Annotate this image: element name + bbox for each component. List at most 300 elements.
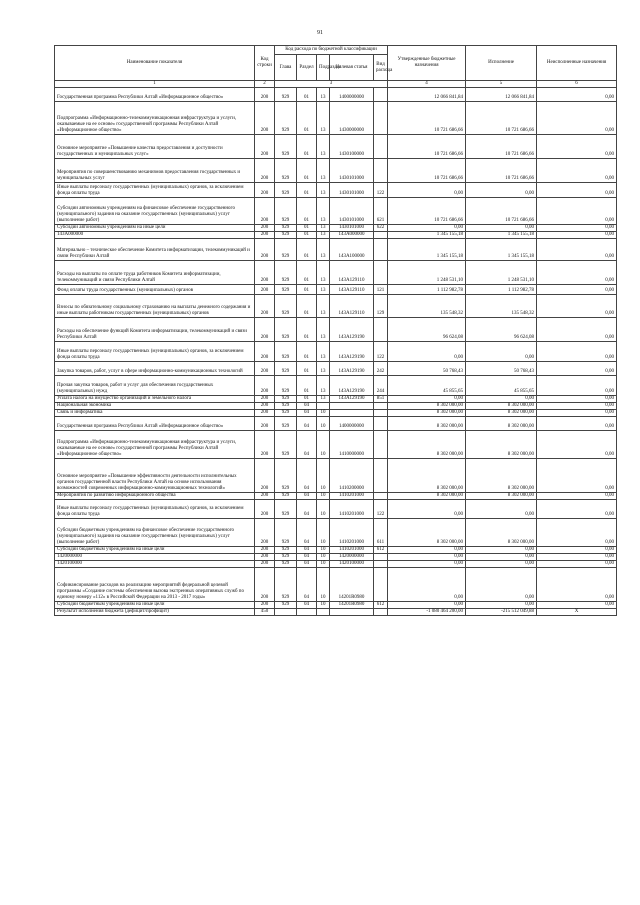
row-section	[297, 609, 317, 616]
row-unexecuted: 0,00	[537, 261, 617, 285]
row-chapter: 929	[275, 561, 297, 568]
row-chapter: 929	[275, 376, 297, 396]
row-name: Прочая закупка товаров, работ и услуг для обеспечения государственных (муниципальных) нужд	[55, 376, 255, 396]
row-expense-type	[374, 459, 388, 493]
row-approved: 0,00	[388, 342, 466, 362]
row-name: 143А000000	[55, 232, 255, 239]
row-target-item: 1420100000	[330, 561, 374, 568]
row-name: Иные выплаты персоналу государственных (муниципальных) органов, за исключением фонда оплаты труда	[55, 183, 255, 198]
row-executed: 10 721 686,66	[466, 198, 537, 225]
row-unexecuted: 0,00	[537, 342, 617, 362]
header-chapter: Глава	[275, 55, 297, 81]
row-subsection: 13	[317, 318, 330, 342]
row-unexecuted: 0,00	[537, 417, 617, 431]
row-approved: 10 721 686,66	[388, 135, 466, 159]
row-line-code: 200	[255, 602, 275, 609]
row-chapter: 929	[275, 239, 297, 261]
row-expense-type	[374, 261, 388, 285]
column-number: 3	[275, 81, 388, 88]
row-name: Расходы на выплаты по оплате труда работников Комитета информатизации, телекоммуникаций и связи Республики Алтай	[55, 261, 255, 285]
row-approved: 0,00	[388, 561, 466, 568]
row-subsection: 13	[317, 232, 330, 239]
row-subsection: 13	[317, 88, 330, 102]
row-subsection	[317, 609, 330, 616]
row-line-code: 200	[255, 88, 275, 102]
table-row	[55, 102, 617, 135]
row-subsection: 13	[317, 225, 330, 232]
row-target-item: 1430100000	[330, 135, 374, 159]
row-section: 01	[297, 232, 317, 239]
row-subsection: 13	[317, 135, 330, 159]
row-name: Основное мероприятие «Повышение эффективности деятельности исполнительных органов государственной власти Республики Алтай на основе использования возможностей современных информационно-коммуникационных технологий»	[55, 459, 255, 493]
row-section: 01	[297, 261, 317, 285]
row-section: 01	[297, 102, 317, 135]
row-subsection: 10	[317, 568, 330, 602]
row-section: 01	[297, 342, 317, 362]
row-executed: 0,00	[466, 342, 537, 362]
header-classification: Код расхода по бюджетной классификации	[275, 46, 388, 55]
row-chapter: 929	[275, 318, 297, 342]
table-row	[55, 183, 617, 198]
row-expense-type	[374, 417, 388, 431]
header-executed: Исполнение	[466, 46, 537, 81]
row-expense-type: 611	[374, 519, 388, 547]
row-line-code: 200	[255, 431, 275, 459]
row-unexecuted: 0,00	[537, 239, 617, 261]
row-executed: 10 721 686,66	[466, 135, 537, 159]
row-chapter: 929	[275, 198, 297, 225]
row-target-item: 1420000000	[330, 554, 374, 561]
row-unexecuted: 0,00	[537, 88, 617, 102]
row-subsection	[317, 403, 330, 410]
row-name: Фонд оплаты труда государственных (муниципальных) органов	[55, 285, 255, 295]
row-expense-type	[374, 318, 388, 342]
row-expense-type	[374, 88, 388, 102]
header-subsection: Подраздел	[317, 55, 330, 81]
row-expense-type	[374, 403, 388, 410]
row-section: 01	[297, 88, 317, 102]
row-executed: 0,00	[466, 396, 537, 403]
column-number: 1	[55, 81, 255, 88]
row-name: Подпрограмма «Информационно-телекоммуникационная инфраструктура и услуги, оказываемые на ее основе» государственной программы Республики Алтай «Информационное общество»	[55, 431, 255, 459]
row-executed: 8 302 000,00	[466, 519, 537, 547]
row-target-item	[330, 403, 374, 410]
table-row	[55, 159, 617, 183]
row-unexecuted: 0,00	[537, 183, 617, 198]
row-executed: 50 768,43	[466, 362, 537, 376]
row-unexecuted: 0,00	[537, 285, 617, 295]
row-line-code: 200	[255, 500, 275, 519]
row-chapter: 929	[275, 459, 297, 493]
row-executed: 45 855,65	[466, 376, 537, 396]
row-approved: 1 345 155,18	[388, 239, 466, 261]
table-row	[55, 232, 617, 239]
row-approved: 0,00	[388, 183, 466, 198]
row-target-item	[330, 609, 374, 616]
row-line-code: 200	[255, 295, 275, 318]
row-chapter: 929	[275, 568, 297, 602]
row-chapter: 929	[275, 547, 297, 554]
row-unexecuted: 0,00	[537, 493, 617, 500]
row-line-code: 200	[255, 459, 275, 493]
row-section: 04	[297, 547, 317, 554]
table-row	[55, 135, 617, 159]
row-subsection: 13	[317, 376, 330, 396]
row-chapter: 929	[275, 159, 297, 183]
row-approved: 96 624,08	[388, 318, 466, 342]
table-row	[55, 431, 617, 459]
table-row	[55, 285, 617, 295]
row-chapter: 929	[275, 554, 297, 561]
row-expense-type: 122	[374, 500, 388, 519]
row-line-code: 200	[255, 561, 275, 568]
row-unexecuted: 0,00	[537, 225, 617, 232]
header-target-item: Целевая статья	[330, 55, 374, 81]
row-line-code: 200	[255, 568, 275, 602]
column-number: 4	[388, 81, 466, 88]
row-section: 04	[297, 519, 317, 547]
row-executed: 1 345 155,18	[466, 239, 537, 261]
table-row	[55, 459, 617, 493]
row-chapter: 929	[275, 410, 297, 417]
row-executed: 8 302 000,00	[466, 431, 537, 459]
row-name: 1420000000	[55, 554, 255, 561]
row-target-item	[330, 410, 374, 417]
row-name: Национальная экономика	[55, 403, 255, 410]
row-line-code: 200	[255, 232, 275, 239]
row-expense-type: 122	[374, 342, 388, 362]
row-executed: 12 066 841,84	[466, 88, 537, 102]
row-expense-type: 129	[374, 295, 388, 318]
column-number-row	[55, 81, 617, 88]
row-chapter: 929	[275, 232, 297, 239]
row-line-code: 200	[255, 417, 275, 431]
row-target-item: 1430101000	[330, 183, 374, 198]
row-chapter: 929	[275, 493, 297, 500]
row-chapter: 929	[275, 285, 297, 295]
row-unexecuted: 0,00	[537, 102, 617, 135]
row-approved: 8 302 000,00	[388, 431, 466, 459]
row-section: 04	[297, 493, 317, 500]
row-executed: 0,00	[466, 183, 537, 198]
row-chapter: 929	[275, 396, 297, 403]
row-approved: 0,00	[388, 500, 466, 519]
row-subsection: 13	[317, 285, 330, 295]
row-expense-type: 122	[374, 183, 388, 198]
row-unexecuted: 0,00	[537, 568, 617, 602]
row-unexecuted: 0,00	[537, 403, 617, 410]
row-target-item: 143А129190	[330, 396, 374, 403]
row-name: 1420100000	[55, 561, 255, 568]
header-approved: Утвержденные бюджетные назначения	[388, 46, 466, 81]
row-section: 01	[297, 198, 317, 225]
header-name: Наименование показателя	[55, 46, 255, 81]
table-row	[55, 547, 617, 554]
row-approved: 10 721 686,66	[388, 102, 466, 135]
row-expense-type	[374, 410, 388, 417]
row-approved: 10 721 686,66	[388, 159, 466, 183]
row-unexecuted: 0,00	[537, 519, 617, 547]
row-subsection: 10	[317, 431, 330, 459]
table-row	[55, 568, 617, 602]
row-approved: 50 768,43	[388, 362, 466, 376]
row-line-code: 200	[255, 410, 275, 417]
page-number: 91	[317, 30, 323, 36]
row-approved: 0,00	[388, 547, 466, 554]
row-expense-type	[374, 239, 388, 261]
table-row	[55, 88, 617, 102]
row-expense-type	[374, 493, 388, 500]
row-name: Взносы по обязательному социальному страхованию на выплаты денежного содержания и иные выплаты работникам государственных (муниципальных) органов	[55, 295, 255, 318]
row-name: Закупка товаров, работ, услуг в сфере информационно-коммуникационных технологий	[55, 362, 255, 376]
row-approved: 0,00	[388, 225, 466, 232]
row-expense-type: 851	[374, 396, 388, 403]
row-name: Результат исполнения бюджета (дефицит/профицит)	[55, 609, 255, 616]
row-unexecuted: 0,00	[537, 362, 617, 376]
row-target-item: 1410201000	[330, 500, 374, 519]
row-chapter: 929	[275, 417, 297, 431]
row-chapter: 929	[275, 519, 297, 547]
row-subsection: 13	[317, 261, 330, 285]
row-executed: 0,00	[466, 554, 537, 561]
row-unexecuted: 0,00	[537, 547, 617, 554]
row-chapter: 929	[275, 88, 297, 102]
table-row	[55, 410, 617, 417]
row-approved: 8 302 000,00	[388, 417, 466, 431]
row-section: 04	[297, 561, 317, 568]
row-line-code: 200	[255, 239, 275, 261]
row-executed: 1 345 155,18	[466, 232, 537, 239]
table-row	[55, 376, 617, 396]
row-approved: 1 345 155,18	[388, 232, 466, 239]
row-expense-type: 612	[374, 602, 388, 609]
row-executed: 8 302 000,00	[466, 403, 537, 410]
row-executed: 0,00	[466, 547, 537, 554]
row-unexecuted: 0,00	[537, 396, 617, 403]
row-expense-type: 621	[374, 198, 388, 225]
row-executed: 0,00	[466, 225, 537, 232]
row-executed: 0,00	[466, 568, 537, 602]
row-subsection: 13	[317, 362, 330, 376]
row-subsection: 10	[317, 459, 330, 493]
row-target-item: 1410201000	[330, 493, 374, 500]
row-line-code: 200	[255, 519, 275, 547]
row-line-code: 450	[255, 609, 275, 616]
row-section: 04	[297, 568, 317, 602]
row-approved: 8 302 000,00	[388, 403, 466, 410]
row-name: Подпрограмма «Информационно-телекоммуникационная инфраструктура и услуги, оказываемые на ее основе» государственной программы Республики Алтай «Информационное общество»	[55, 102, 255, 135]
row-name: Софинансирование расходов на реализацию мероприятий федеральной целевой программы «Создание системы обеспечения вызова экстренных оперативных служб по единому номеру «112» в Российской Федерации на 2013 - 2017 годы»	[55, 568, 255, 602]
row-target-item: 143А129190	[330, 318, 374, 342]
row-approved: 1 112 982,78	[388, 285, 466, 295]
row-expense-type: 242	[374, 362, 388, 376]
row-expense-type: 612	[374, 547, 388, 554]
row-unexecuted: 0,00	[537, 232, 617, 239]
row-section: 01	[297, 159, 317, 183]
row-line-code: 200	[255, 318, 275, 342]
row-unexecuted: 0,00	[537, 318, 617, 342]
row-subsection: 13	[317, 342, 330, 362]
row-executed: 8 302 000,00	[466, 410, 537, 417]
row-line-code: 200	[255, 376, 275, 396]
row-line-code: 200	[255, 547, 275, 554]
row-chapter: 929	[275, 602, 297, 609]
row-subsection: 13	[317, 102, 330, 135]
row-target-item: 1430000000	[330, 102, 374, 135]
row-expense-type: 622	[374, 225, 388, 232]
row-approved: 8 302 000,00	[388, 459, 466, 493]
table-row	[55, 417, 617, 431]
row-name: Субсидии автономным учреждениям на иные цели	[55, 225, 255, 232]
row-chapter: 929	[275, 135, 297, 159]
row-chapter: 929	[275, 295, 297, 318]
row-name: Иные выплаты персоналу государственных (муниципальных) органов, за исключением фонда оплаты труда	[55, 500, 255, 519]
row-expense-type: 244	[374, 376, 388, 396]
row-section: 04	[297, 403, 317, 410]
table-row	[55, 239, 617, 261]
row-section: 04	[297, 431, 317, 459]
row-chapter: 929	[275, 261, 297, 285]
row-section: 01	[297, 376, 317, 396]
row-expense-type	[374, 609, 388, 616]
row-chapter: 929	[275, 403, 297, 410]
row-executed: 10 721 686,66	[466, 102, 537, 135]
row-line-code: 200	[255, 554, 275, 561]
row-subsection: 10	[317, 547, 330, 554]
row-section: 04	[297, 410, 317, 417]
row-unexecuted: 0,00	[537, 561, 617, 568]
row-line-code: 200	[255, 225, 275, 232]
row-line-code: 200	[255, 396, 275, 403]
row-unexecuted: X	[537, 609, 617, 616]
row-name: Субсидии бюджетным учреждениям на иные цели	[55, 602, 255, 609]
row-section: 01	[297, 225, 317, 232]
row-name: Субсидии автономным учреждениям на финансовое обеспечение государственного (муниципального) задания на оказание государственных (муниципальных) услуг (выполнение работ)	[55, 198, 255, 225]
row-approved: 0,00	[388, 554, 466, 561]
row-name: Государственная программа Республики Алтай «Информационное общество»	[55, 88, 255, 102]
row-name: Мероприятия по развитию информационного общества	[55, 493, 255, 500]
column-number: 5	[466, 81, 537, 88]
table-row	[55, 493, 617, 500]
row-unexecuted: 0,00	[537, 602, 617, 609]
row-approved: 10 721 686,66	[388, 198, 466, 225]
row-unexecuted: 0,00	[537, 159, 617, 183]
row-line-code: 200	[255, 493, 275, 500]
row-section: 04	[297, 602, 317, 609]
row-executed: 0,00	[466, 561, 537, 568]
table-row	[55, 554, 617, 561]
table-row	[55, 318, 617, 342]
row-unexecuted: 0,00	[537, 135, 617, 159]
row-approved: 8 302 000,00	[388, 493, 466, 500]
row-expense-type	[374, 102, 388, 135]
row-subsection: 13	[317, 295, 330, 318]
row-subsection: 13	[317, 159, 330, 183]
row-line-code: 200	[255, 159, 275, 183]
row-approved: 0,00	[388, 396, 466, 403]
row-target-item: 143А129190	[330, 342, 374, 362]
table-row	[55, 500, 617, 519]
table-row	[55, 198, 617, 225]
table-row	[55, 519, 617, 547]
row-subsection: 10	[317, 417, 330, 431]
row-line-code: 200	[255, 183, 275, 198]
row-executed: -215 512 049,88	[466, 609, 537, 616]
row-subsection: 10	[317, 500, 330, 519]
row-unexecuted: 0,00	[537, 459, 617, 493]
row-line-code: 200	[255, 198, 275, 225]
row-target-item: 1410201000	[330, 547, 374, 554]
budget-execution-table	[54, 45, 617, 616]
row-subsection: 10	[317, 493, 330, 500]
row-executed: 0,00	[466, 602, 537, 609]
table-row	[55, 362, 617, 376]
row-name: Субсидии бюджетным учреждениям на иные цели	[55, 547, 255, 554]
row-expense-type: 121	[374, 285, 388, 295]
row-approved: 8 302 000,00	[388, 410, 466, 417]
row-name: Субсидии бюджетным учреждениям на финансовое обеспечение государственного (муниципального) задания на оказание государственных (муниципальных) услуг (выполнение работ)	[55, 519, 255, 547]
table-row	[55, 609, 617, 616]
row-name: Связь и информатика	[55, 410, 255, 417]
row-executed: 10 721 686,66	[466, 159, 537, 183]
row-subsection: 13	[317, 239, 330, 261]
row-section: 01	[297, 362, 317, 376]
row-expense-type	[374, 554, 388, 561]
row-target-item: 143А129110	[330, 295, 374, 318]
row-target-item: 1400000000	[330, 88, 374, 102]
row-line-code: 200	[255, 102, 275, 135]
row-expense-type	[374, 135, 388, 159]
row-section: 01	[297, 183, 317, 198]
row-chapter: 929	[275, 183, 297, 198]
row-subsection: 10	[317, 519, 330, 547]
row-target-item: 1430101000	[330, 198, 374, 225]
row-unexecuted: 0,00	[537, 376, 617, 396]
row-section: 04	[297, 459, 317, 493]
row-executed: 8 302 000,00	[466, 459, 537, 493]
row-name: Государственная программа Республики Алтай «Информационное общество»	[55, 417, 255, 431]
row-target-item: 1400000000	[330, 417, 374, 431]
row-expense-type	[374, 159, 388, 183]
row-subsection: 10	[317, 410, 330, 417]
row-name: Основное мероприятие «Повышение качества предоставления и доступности государственных и муниципальных услуг»	[55, 135, 255, 159]
row-line-code: 200	[255, 261, 275, 285]
row-approved: -1 080 464 200,00	[388, 609, 466, 616]
row-subsection: 13	[317, 198, 330, 225]
row-approved: 45 855,65	[388, 376, 466, 396]
row-unexecuted: 0,00	[537, 500, 617, 519]
row-subsection: 13	[317, 183, 330, 198]
column-number: 2	[255, 81, 275, 88]
table-row	[55, 295, 617, 318]
row-line-code: 200	[255, 362, 275, 376]
row-section: 04	[297, 500, 317, 519]
row-target-item: 143А129190	[330, 376, 374, 396]
row-chapter: 929	[275, 362, 297, 376]
row-line-code: 200	[255, 342, 275, 362]
row-name: Расходы на обеспечение функций Комитета информатизации, телекоммуникаций и связи Республики Алтай	[55, 318, 255, 342]
row-target-item: 143А129110	[330, 261, 374, 285]
table-row	[55, 342, 617, 362]
row-section: 01	[297, 396, 317, 403]
row-executed: 1 248 531,10	[466, 261, 537, 285]
row-target-item: 143А129190	[330, 362, 374, 376]
row-unexecuted: 0,00	[537, 431, 617, 459]
row-unexecuted: 0,00	[537, 198, 617, 225]
row-chapter	[275, 609, 297, 616]
row-approved: 12 066 841,84	[388, 88, 466, 102]
row-chapter: 929	[275, 431, 297, 459]
